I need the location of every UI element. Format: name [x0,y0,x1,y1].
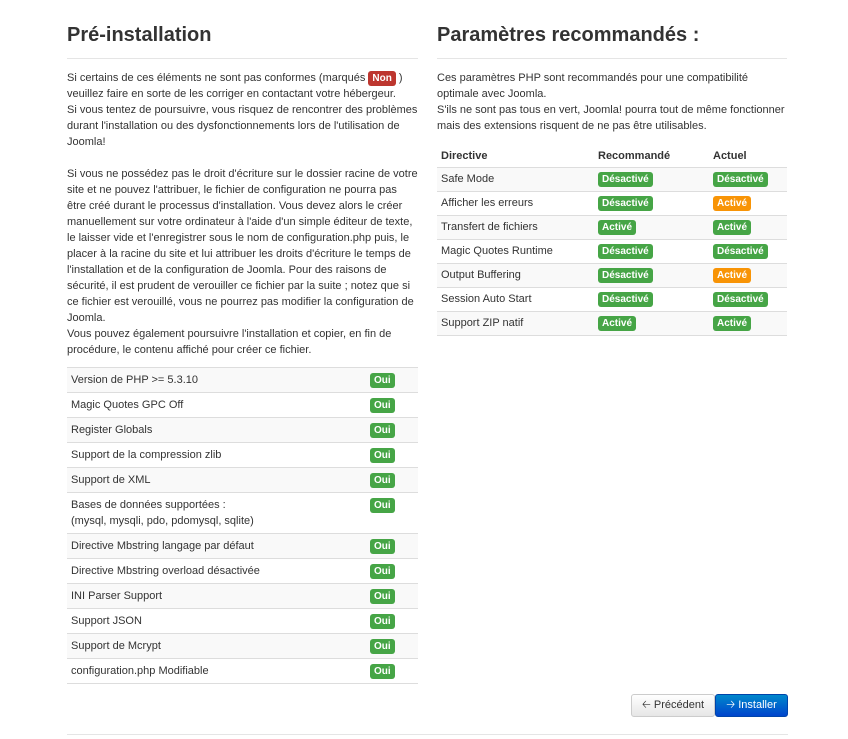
table-row [437,312,787,336]
check-value-cell [370,418,418,443]
check-value-cell [370,559,418,584]
directive-name: Session Auto Start [437,288,594,312]
recommended-settings-column [437,0,787,336]
check-label [67,443,370,468]
check-label-text: Directive Mbstring overload désactivée [71,565,260,577]
directive-name: Output Buffering [437,264,594,288]
recommended-cell [594,192,709,216]
check-label-text: INI Parser Support [71,590,163,602]
install-label: Installer [738,699,777,711]
check-value-cell [370,534,418,559]
table-row [67,393,418,418]
recommended-cell [594,168,709,192]
recommended-settings-title: Paramètres recommandés : [437,0,787,59]
table-header-row [437,143,787,168]
table-row [67,534,418,559]
table-row [67,659,418,684]
recommended-settings-table [437,143,787,336]
check-label-text: Support JSON [71,615,142,627]
header-directive: Directive [441,150,488,162]
check-value-cell [370,468,418,493]
table-row [437,288,787,312]
previous-button[interactable] [631,694,715,717]
arrow-left-icon: 🡠 [641,699,651,711]
check-label [67,659,370,684]
check-label-sub: (mysql, mysqli, pdo, pdomysql, sqlite) [71,515,254,527]
actual-cell [709,240,787,264]
status-badge: Oui [370,539,395,554]
table-row [437,264,787,288]
actual-cell [709,312,787,336]
check-label [67,634,370,659]
status-badge: Activé [713,220,751,235]
table-row [437,216,787,240]
install-button[interactable] [715,694,788,717]
check-label [67,559,370,584]
check-value-cell [370,584,418,609]
check-label-text: Register Globals [71,424,153,436]
status-badge: Désactivé [713,244,768,259]
check-label [67,393,370,418]
table-row [67,559,418,584]
status-badge: Oui [370,614,395,629]
actual-cell [709,216,787,240]
status-badge: Oui [370,564,395,579]
pre-installation-column [67,0,418,684]
status-badge: Désactivé [713,292,768,307]
status-badge: Oui [370,448,395,463]
table-row [67,493,418,534]
check-label-text: Version de PHP >= 5.3.10 [71,374,198,386]
recommended-cell [594,288,709,312]
actual-cell [709,264,787,288]
pre-installation-checks-table [67,367,418,684]
header-actual: Actuel [713,150,747,162]
table-row [437,240,787,264]
check-value-cell [370,393,418,418]
status-badge: Activé [713,268,751,283]
directive-name: Afficher les erreurs [437,192,594,216]
check-label [67,368,370,393]
recommended-cell [594,216,709,240]
status-badge: Oui [370,398,395,413]
check-label-text: Support de XML [71,474,151,486]
status-badge: Désactivé [598,172,653,187]
directive-name: Transfert de fichiers [437,216,594,240]
check-value-cell [370,443,418,468]
check-label-text: Support de la compression zlib [71,449,222,461]
status-badge: Activé [598,220,636,235]
pre-installation-title: Pré-installation [67,0,418,59]
check-label-text: Support de Mcrypt [71,640,161,652]
actual-cell [709,288,787,312]
recommended-cell [594,264,709,288]
recommended-cell [594,312,709,336]
check-label-text: Bases de données supportées : [71,499,226,511]
directive-name: Magic Quotes Runtime [437,240,594,264]
check-value-cell [370,368,418,393]
status-badge: Activé [713,316,751,331]
check-value-cell [370,659,418,684]
check-label [67,418,370,443]
table-row [67,418,418,443]
status-badge: Oui [370,373,395,388]
status-badge: Désactivé [713,172,768,187]
check-label [67,609,370,634]
check-label-text: Magic Quotes GPC Off [71,399,184,411]
status-badge: Désactivé [598,196,653,211]
pre-installation-intro-2: Si vous tentez de poursuivre, vous risquez de rencontrer des problèmes durant l'installation ou des dysfonctionnements lors de l'utilisation de Joomla! [67,104,418,148]
previous-label: Précédent [653,699,705,711]
status-badge: Oui [370,589,395,604]
arrow-right-icon: 🡢 [726,699,736,711]
status-badge: Activé [598,316,636,331]
table-row [437,168,787,192]
footer-divider [67,734,788,735]
table-row [437,192,787,216]
intro-text-end: ) veuillez faire en sorte de les corriger en contactant votre hébergeur. [67,72,403,100]
status-badge: Désactivé [598,268,653,283]
check-label [67,584,370,609]
status-badge: Désactivé [598,292,653,307]
non-badge: Non [368,71,395,86]
check-value-cell [370,634,418,659]
directive-name: Support ZIP natif [437,312,594,336]
table-row [67,468,418,493]
intro-text: Si certains de ces éléments ne sont pas conformes (marqués [67,72,369,84]
status-badge: Désactivé [598,244,653,259]
directive-name: Safe Mode [437,168,594,192]
check-label [67,534,370,559]
status-badge: Activé [713,196,751,211]
table-row [67,368,418,393]
header-recommended: Recommandé [598,150,671,162]
table-row [67,443,418,468]
check-label [67,493,370,534]
status-badge: Oui [370,639,395,654]
check-value-cell [370,609,418,634]
recommended-intro-1: Ces paramètres PHP sont recommandés pour une compatibilité optimale avec Joomla. [437,72,749,100]
check-label-text: configuration.php Modifiable [71,665,209,677]
status-badge: Oui [370,473,395,488]
check-value-cell [370,493,418,534]
recommended-cell [594,240,709,264]
actual-cell [709,168,787,192]
pre-installation-intro-4: Vous pouvez également poursuivre l'installation et copier, en fin de procédure, le contenu affiché pour créer ce fichier. [67,328,392,356]
table-row [67,609,418,634]
status-badge: Oui [370,423,395,438]
recommended-intro-2: S'ils ne sont pas tous en vert, Joomla! pourra tout de même fonctionner mais des extensions risquent de ne pas être utilisables. [437,104,785,132]
table-row [67,634,418,659]
status-badge: Oui [370,664,395,679]
check-label [67,468,370,493]
pre-installation-intro-3: Si vous ne possédez pas le droit d'écriture sur le dossier racine de votre site et ne pouvez l'attribuer, le fichier de configuration ne pourra pas être créé durant le processus d'installation. Vous devez alors le créer manuellement sur votre ordinateur à l'aide d'un simple éditeur de texte, le laisser vide et l'enregistrer sous le nom de configuration.php puis, le placer à la racine du site et lui attribuer les droits d'écriture le temps de l'installation et de la configuration de Joomla. Pour des raisons de sécurité, il est prudent de verouiller ce fichier par la suite ; notez que si ce fichier est verouillé, vous ne pourrez pas modifier la configuration de Joomla. [67,168,418,324]
table-row [67,584,418,609]
check-label-text: Directive Mbstring langage par défaut [71,540,254,552]
status-badge: Oui [370,498,395,513]
actual-cell [709,192,787,216]
pre-installation-intro-1 [67,70,418,102]
